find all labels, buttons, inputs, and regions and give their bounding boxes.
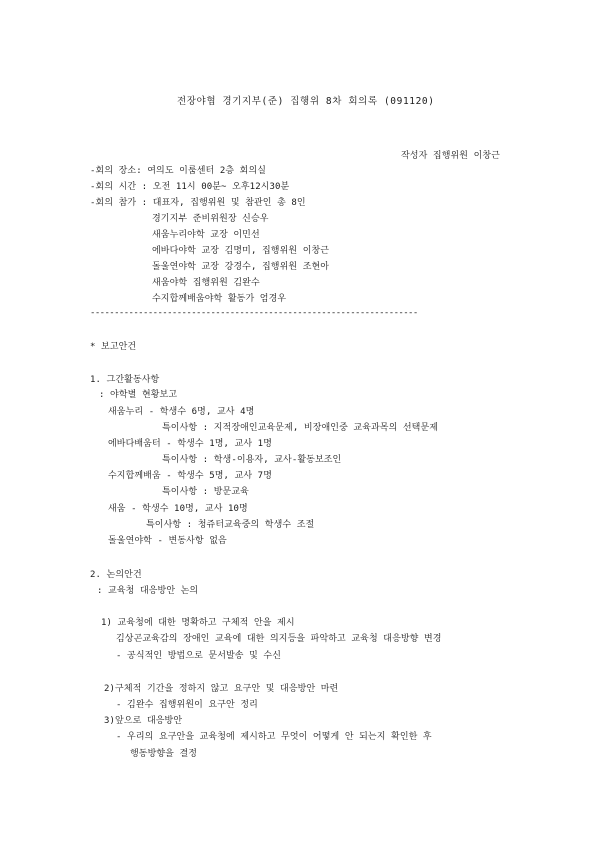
discussion-item-line: 행동방향을 결정	[130, 749, 198, 759]
meeting-place: -회의 장소: 여의도 이룸센터 2층 회의실	[90, 166, 267, 176]
meeting-attendees-intro: -회의 참가 : 대표자, 집행위원 및 참관인 총 8인	[90, 198, 306, 208]
document-title: 전장야협 경기지부(준) 집행위 8차 회의록 (091120)	[177, 96, 435, 107]
author-line: 작성자 집행위원 이창근	[401, 151, 500, 161]
report-line: 특이사항 : 방문교육	[162, 487, 249, 497]
section-divider: --------------------------------------------------------------------	[90, 308, 418, 318]
report-line: 특이사항 : 청쥬터교육중의 학생수 조절	[146, 520, 315, 530]
report-heading: * 보고안건	[90, 342, 137, 352]
report-line: 특이사항 : 학생-이용자, 교사-활동보조인	[162, 455, 342, 465]
discussion-item-title: 3)앞으로 대응방안	[104, 716, 183, 726]
section2-subtitle: : 교육청 대응방안 논의	[97, 586, 199, 596]
attendee-line: 에바다야학 교장 김명미, 집행위원 이창근	[152, 246, 330, 256]
discussion-item-title: 1) 교육청에 대한 명확하고 구체적 안을 제시	[101, 618, 295, 628]
attendee-line: 새움누리야학 교장 이민선	[152, 230, 260, 240]
report-line: 에바다배움터 - 학생수 1명, 교사 1명	[108, 439, 272, 449]
meeting-time: -회의 시간 : 오전 11시 00분~ 오후12시30분	[90, 182, 290, 192]
report-line: 돌울연야학 - 변동사항 없음	[108, 536, 227, 546]
report-line: 새움누리 - 학생수 6명, 교사 4명	[108, 407, 255, 417]
attendee-line: 수지합께배움야학 활동가 엄경우	[152, 294, 287, 304]
attendee-line: 돌울연야학 교장 강경수, 집행위원 조현아	[152, 262, 330, 272]
discussion-item-line: 김상곤교육감의 장애인 교육에 대한 의지등을 파악하고 교육청 대응방향 변경	[116, 634, 442, 644]
report-line: 수지합께배움 - 학생수 5명, 교사 7명	[108, 471, 272, 481]
discussion-item-line: - 김완수 집행위원이 요구안 정리	[116, 700, 258, 710]
report-line: 특이사항 : 지적장애인교육문제, 비장애인중 교육과목의 선택문제	[162, 423, 439, 433]
discussion-item-title: 2)구체적 기간을 정하지 않고 요구안 및 대응방안 마련	[104, 684, 339, 694]
section2-title: 2. 논의안건	[90, 570, 142, 580]
section1-subtitle: : 야학별 현황보고	[99, 390, 178, 400]
discussion-item-line: - 우리의 요구안을 교육청에 제시하고 무엇이 어떻게 안 되는지 확인한 후	[116, 732, 432, 742]
section1-title: 1. 그간활동사항	[90, 375, 160, 385]
attendee-line: 경기지부 준비위원장 신승우	[152, 214, 269, 224]
discussion-item-line: - 공식적인 방법으로 문서발송 및 수신	[116, 651, 282, 661]
attendee-line: 새움야학 집행위원 김완수	[152, 278, 260, 288]
report-line: 새움 - 학생수 10명, 교사 10명	[108, 504, 248, 514]
